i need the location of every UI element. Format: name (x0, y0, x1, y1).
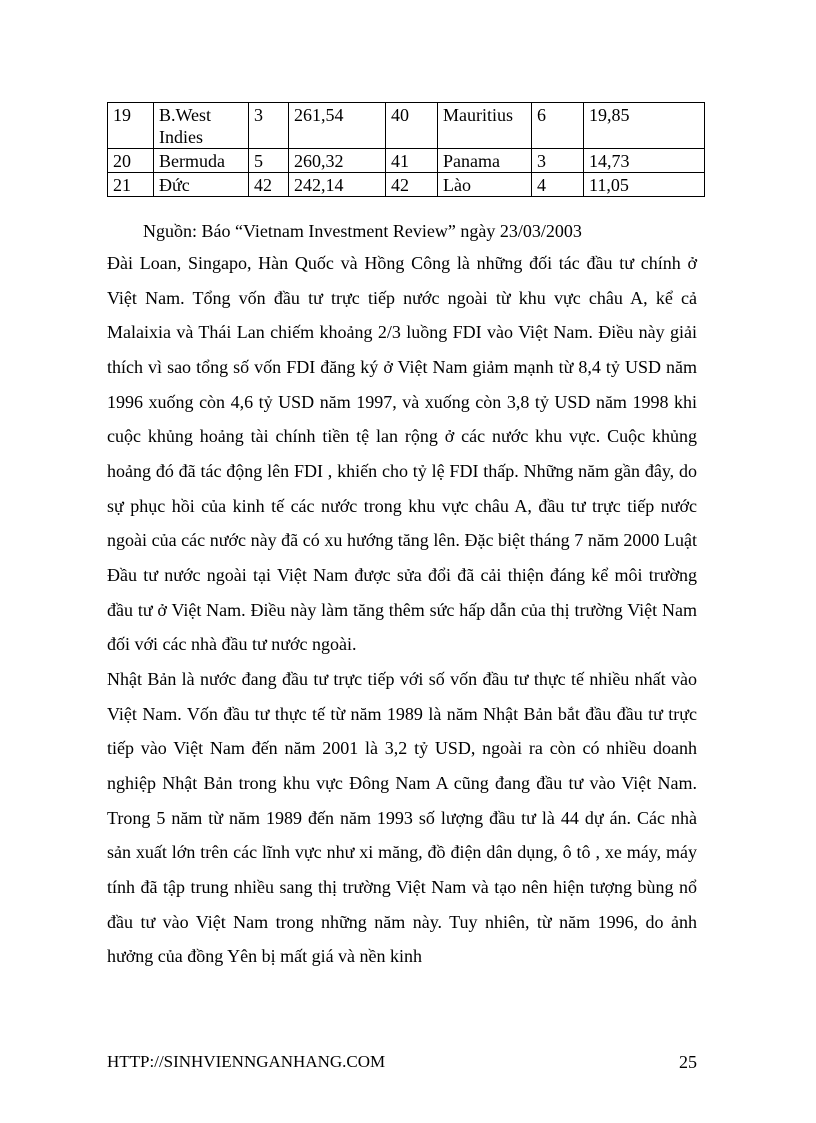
source-note: Nguồn: Báo “Vietnam Investment Review” ngày 23/03/2003 (143, 221, 582, 241)
table-cell-capital: 260,32 (289, 149, 386, 173)
table-cell-country: Đức (154, 173, 249, 197)
table-cell-rank: 40 (386, 103, 438, 149)
fdi-ranking-table (107, 102, 705, 197)
paragraph: Đài Loan, Singapo, Hàn Quốc và Hồng Công là những đối tác đầu tư chính ở Việt Nam. Tổng vốn đầu tư trực tiếp nước ngoài từ khu vực châu A, kể cả Malaixia và Thái Lan chiếm khoảng 2/3 luồng FDI vào Việt Nam. Điều này giải thích vì sao tổng số vốn FDI đăng ký ở Việt Nam giảm mạnh từ 8,4 tỷ USD năm 1996 xuống còn 4,6 tỷ USD năm 1997, và xuống còn 3,8 tỷ USD năm 1998 khi cuộc khủng hoảng tài chính tiền tệ lan rộng ở các nước khu vực. Cuộc khủng hoảng đó đã tác động lên FDI , khiến cho tỷ lệ FDI thấp. Những năm gần đây, do sự phục hồi của kinh tế các nước trong khu vực châu A, đầu tư trực tiếp nước ngoài của các nước này đã có xu hướng tăng lên. Đặc biệt tháng 7 năm 2000 Luật Đầu tư nước ngoài tại Việt Nam được sửa đổi đã cải thiện đáng kể môi trường đầu tư ở Việt Nam. Điều này làm tăng thêm sức hấp dẫn của thị trường Việt Nam đối với các nhà đầu tư nước ngoài. (107, 253, 697, 655)
table-cell-country: Panama (438, 149, 532, 173)
table-cell-projects: 3 (249, 103, 289, 149)
table-cell-country: Lào (438, 173, 532, 197)
table-cell-rank: 20 (108, 149, 154, 173)
table-cell-projects: 3 (532, 149, 584, 173)
table-cell-capital: 11,05 (584, 173, 705, 197)
table-cell-capital: 242,14 (289, 173, 386, 197)
table-cell-capital: 261,54 (289, 103, 386, 149)
table-row (108, 103, 705, 149)
table-cell-rank: 42 (386, 173, 438, 197)
table-cell-rank: 21 (108, 173, 154, 197)
table-cell-capital: 14,73 (584, 149, 705, 173)
table-cell-projects: 42 (249, 173, 289, 197)
table-cell-country: Mauritius (438, 103, 532, 149)
table-row (108, 149, 705, 173)
table-cell-capital: 19,85 (584, 103, 705, 149)
table-row (108, 173, 705, 197)
table-cell-projects: 5 (249, 149, 289, 173)
table-cell-projects: 4 (532, 173, 584, 197)
table-cell-rank: 41 (386, 149, 438, 173)
table-cell-country: Bermuda (154, 149, 249, 173)
footer-url: HTTP://SINHVIENNGANHANG.COM (107, 1052, 386, 1071)
page-number: 25 (679, 1052, 697, 1072)
table-cell-country: B.West Indies (154, 103, 249, 149)
table-cell-projects: 6 (532, 103, 584, 149)
table-cell-rank: 19 (108, 103, 154, 149)
paragraph: Nhật Bản là nước đang đầu tư trực tiếp với số vốn đầu tư thực tế nhiều nhất vào Việt Nam. Vốn đầu tư thực tế từ năm 1989 là năm Nhật Bản bắt đầu đầu tư trực tiếp vào Việt Nam đến năm 2001 là 3,2 tỷ USD, ngoài ra còn có nhiều doanh nghiệp Nhật Bản trong khu vực Đông Nam A cũng đang đầu tư vào Việt Nam. Trong 5 năm từ năm 1989 đến năm 1993 số lượng đầu tư là 44 dự án. Các nhà sản xuất lớn trên các lĩnh vực như xi măng, đồ điện dân dụng, ô tô , xe máy, máy tính đã tập trung nhiều sang thị trường Việt Nam và tạo nên hiện tượng bùng nổ đầu tư vào Việt Nam trong những năm này. Tuy nhiên, từ năm 1996, do ảnh hưởng của đồng Yên bị mất giá và nền kinh (107, 669, 697, 967)
body-text (107, 246, 697, 974)
